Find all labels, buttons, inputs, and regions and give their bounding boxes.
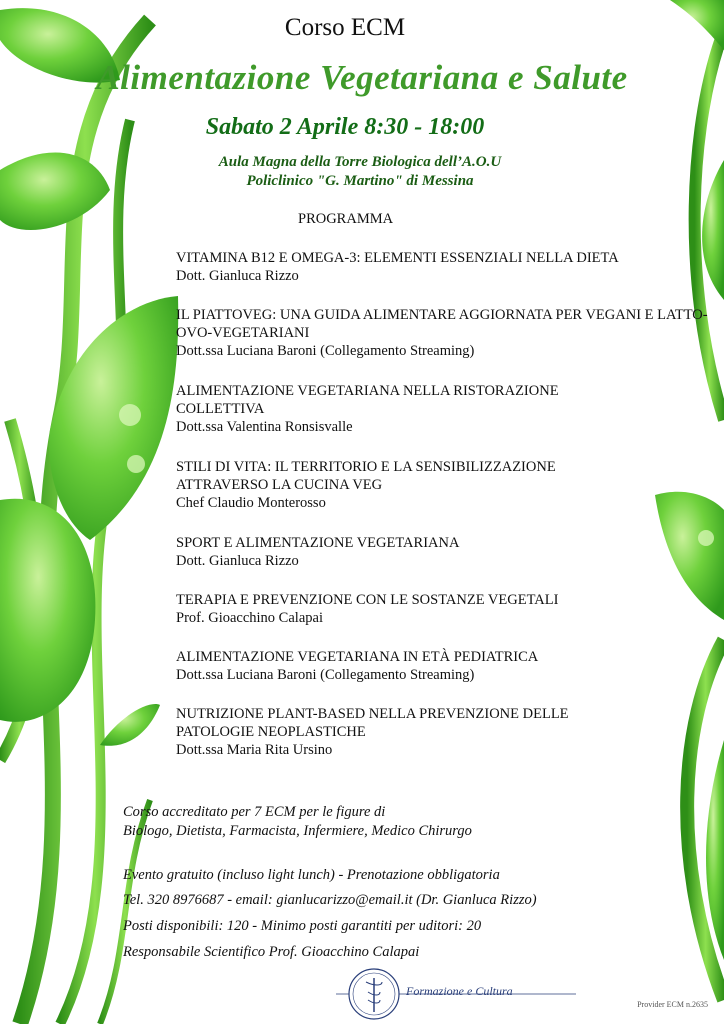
page-title: Alimentazione Vegetariana e Salute	[96, 58, 628, 97]
program-item	[176, 648, 716, 684]
program-item	[176, 534, 716, 570]
program-item	[176, 306, 716, 360]
event-date: Sabato 2 Aprile 8:30 - 18:00	[205, 114, 485, 140]
venue-line-1: Aula Magna della Torre Biologica dell’A.O.U	[218, 154, 502, 170]
program-heading: PROGRAMMA	[298, 211, 394, 227]
program-item-title: STILI DI VITA: IL TERRITORIO E LA SENSIBILIZZAZIONE ATTRAVERSO LA CUCINA VEG	[176, 459, 556, 493]
program-item-title: VITAMINA B12 E OMEGA-3: ELEMENTI ESSENZIALI NELLA DIETA	[176, 250, 619, 266]
program-item-title: ALIMENTAZIONE VEGETARIANA IN ETÀ PEDIATRICA	[176, 649, 539, 665]
program-item	[176, 591, 716, 627]
venue-line-2: Policlinico "G. Martino" di Messina	[246, 173, 474, 189]
seats-info: Posti disponibili: 120 - Minimo posti garantiti per uditori: 20	[123, 918, 482, 934]
program-item-speaker: Prof. Gioacchino Calapai	[176, 610, 323, 626]
program-item-speaker: Chef Claudio Monterosso	[176, 495, 326, 511]
course-label: Corso ECM	[284, 14, 406, 41]
scientific-responsible: Responsabile Scientifico Prof. Gioacchino Calapai	[123, 944, 420, 960]
program-item-speaker: Dott. Gianluca Rizzo	[176, 268, 299, 284]
program-item-title: ALIMENTAZIONE VEGETARIANA NELLA RISTORAZIONE COLLETTIVA	[176, 383, 559, 417]
program-item-title: NUTRIZIONE PLANT-BASED NELLA PREVENZIONE DELLE PATOLOGIE NEOPLASTICHE	[176, 706, 569, 740]
accreditation-line-1: Corso accreditato per 7 ECM per le figure di	[123, 804, 386, 820]
program-item-speaker: Dott.ssa Luciana Baroni (Collegamento Streaming)	[176, 343, 475, 359]
contact-info: Tel. 320 8976687 - email: gianlucarizzo@email.it (Dr. Gianluca Rizzo)	[123, 892, 537, 908]
program-item-title: IL PIATTOVEG: UNA GUIDA ALIMENTARE AGGIORNATA PER VEGANI E LATTO-OVO-VEGETARIANI	[176, 307, 708, 341]
program-item	[176, 705, 716, 759]
program-item-speaker: Dott.ssa Luciana Baroni (Collegamento Streaming)	[176, 667, 475, 683]
program-item-speaker: Dott.ssa Valentina Ronsisvalle	[176, 419, 353, 435]
program-item	[176, 382, 716, 436]
program-item-title: TERAPIA E PREVENZIONE CON LE SOSTANZE VEGETALI	[176, 592, 559, 608]
program-item	[176, 249, 716, 285]
program-item-speaker: Dott. Gianluca Rizzo	[176, 553, 299, 569]
program-item	[176, 458, 716, 512]
event-info: Evento gratuito (incluso light lunch) - Prenotazione obbligatoria	[123, 867, 500, 883]
program-item-speaker: Dott.ssa Maria Rita Ursino	[176, 742, 333, 758]
formazione-cultura-logo	[336, 966, 606, 1022]
provider-label: Provider ECM n.2635	[637, 1000, 708, 1009]
logo-text: Formazione e Cultura	[406, 984, 513, 998]
accreditation-line-2: Biologo, Dietista, Farmacista, Infermiere, Medico Chirurgo	[123, 823, 472, 839]
program-item-title: SPORT E ALIMENTAZIONE VEGETARIANA	[176, 535, 460, 551]
